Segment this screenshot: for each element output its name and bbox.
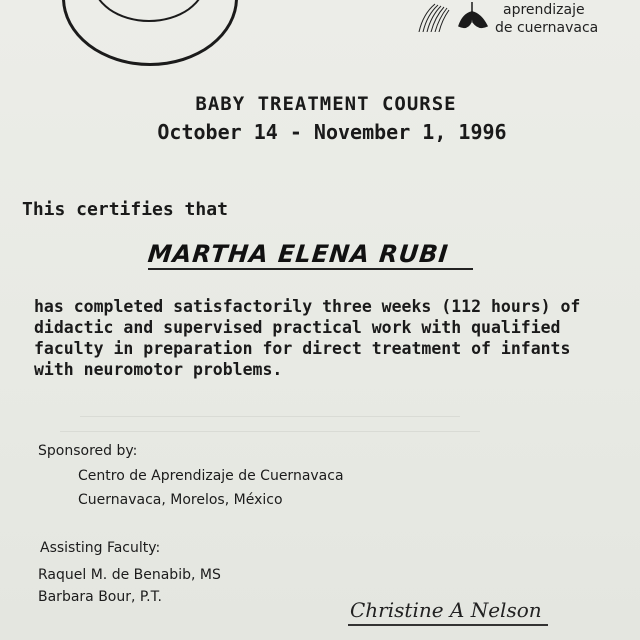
assisting-faculty-label: Assisting Faculty: (40, 540, 161, 556)
signature-line (348, 624, 548, 626)
course-dates: October 14 - November 1, 1996 (157, 120, 507, 144)
sponsor-location: Cuernavaca, Morelos, México (78, 492, 283, 508)
bleed-through-texture (60, 402, 500, 432)
organization-logo-icon (415, 0, 495, 32)
sponsored-by-label: Sponsored by: (38, 443, 138, 459)
certificate-body: has completed satisfactorily three weeks (112 hours) of didactic and supervised practical work with qualified faculty in preparation for direct treatment of infants with neuromotor problems. (34, 297, 581, 379)
sponsor-name: Centro de Aprendizaje de Cuernavaca (78, 468, 344, 484)
faculty-member: Raquel M. de Benabib, MS (38, 567, 221, 583)
certifies-intro: This certifies that (22, 199, 228, 220)
handwritten-signature: Christine A Nelson (350, 598, 542, 622)
course-title: BABY TREATMENT COURSE (195, 93, 457, 115)
org-name-line1: aprendizaje (503, 2, 585, 18)
faculty-member: Barbara Bour, P.T. (38, 589, 162, 605)
recipient-name: MARTHA ELENA RUBI (146, 240, 451, 268)
recipient-underline (148, 268, 473, 270)
org-name-line2: de cuernavaca (495, 20, 599, 36)
